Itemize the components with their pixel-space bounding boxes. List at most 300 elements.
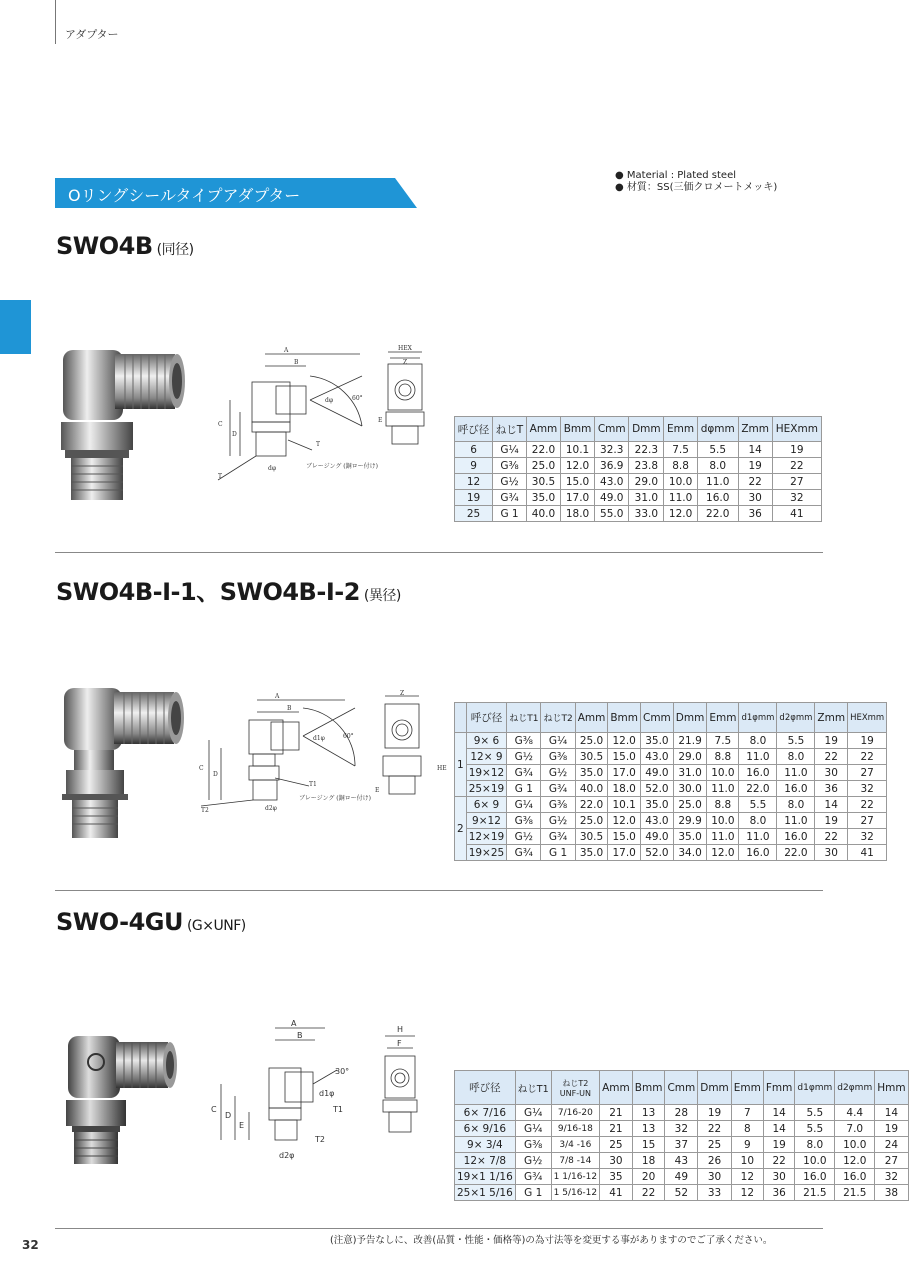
table-cell: 22: [632, 1185, 665, 1201]
table-cell: 19: [763, 1137, 795, 1153]
table-cell: 29.0: [673, 749, 707, 765]
table-cell: 8.0: [697, 458, 738, 474]
table-cell: 35.0: [575, 845, 608, 861]
header-cell: Bmm: [608, 703, 641, 733]
table-cell: 16.0: [697, 490, 738, 506]
group-label: 2: [455, 797, 467, 861]
table-cell: 19: [738, 458, 772, 474]
table-cell: G 1: [493, 506, 527, 522]
table-cell: 9/16-18: [551, 1121, 600, 1137]
table-cell: G¼: [507, 797, 541, 813]
table-cell: 36.9: [595, 458, 629, 474]
dim-t2-label: T2: [201, 807, 209, 814]
dimension-drawing-swo4b: [210, 342, 440, 482]
material-note-en: ● Material : Plated steel: [615, 170, 737, 181]
table-cell: 30.5: [575, 829, 608, 845]
title-text: SWO4B: [56, 232, 153, 260]
table-cell: 30.0: [673, 781, 707, 797]
header-cell: 呼び径: [455, 1071, 516, 1105]
material-notes: [615, 170, 777, 194]
table-cell: 30: [815, 845, 848, 861]
table-cell: 12.0: [608, 813, 641, 829]
table-cell: 41: [772, 506, 821, 522]
footnote: (注意)予告なしに、改善(品質・性能・価格等)の為寸法等を変更する事がありますのでご了承ください。: [330, 1235, 773, 1246]
dim-a-label: A: [275, 693, 280, 700]
table-cell: 7.5: [707, 733, 739, 749]
table-cell: 8.0: [795, 1137, 835, 1153]
table-cell: G½: [541, 765, 575, 781]
table-cell: G¾: [541, 829, 575, 845]
table-cell: 32: [848, 781, 887, 797]
table-cell: 25: [698, 1137, 732, 1153]
table-cell: 21.5: [835, 1185, 875, 1201]
table-cell: G⅜: [493, 458, 527, 474]
table-cell: 19×12: [466, 765, 507, 781]
table-cell: 28: [665, 1105, 698, 1121]
table-cell: 36: [738, 506, 772, 522]
table-cell: 20: [632, 1169, 665, 1185]
table-cell: 11.0: [664, 490, 698, 506]
table-cell: 19: [875, 1121, 908, 1137]
dim-d2phi-label: d2φ: [265, 805, 277, 812]
table-row: [455, 1137, 909, 1153]
table-row: [455, 1121, 909, 1137]
table-row: [455, 797, 887, 813]
page-number: 32: [22, 1238, 39, 1252]
table-cell: 31.0: [629, 490, 664, 506]
section-title-swo4b-i: [56, 572, 401, 607]
dim-d-label: D: [213, 771, 218, 778]
table-cell: G¾: [541, 781, 575, 797]
table-cell: 7.5: [664, 442, 698, 458]
table-cell: G½: [541, 813, 575, 829]
dim-d-label: D: [225, 1111, 232, 1120]
table-cell: 49.0: [641, 829, 674, 845]
header-cell: Zmm: [815, 703, 848, 733]
dim-angle-label: 30°: [335, 1067, 350, 1076]
table-cell: 8: [731, 1121, 763, 1137]
header-cell: ねじT2 UNF-UN: [551, 1071, 600, 1105]
table-cell: 11.0: [739, 829, 777, 845]
table-cell: 15: [632, 1137, 665, 1153]
table-cell: 12.0: [664, 506, 698, 522]
dim-a-label: A: [291, 1019, 297, 1028]
header-cell: Fmm: [763, 1071, 795, 1105]
header-cell: Hmm: [875, 1071, 908, 1105]
table-cell: 8.0: [777, 749, 815, 765]
table-cell: 22: [698, 1121, 732, 1137]
header-cell: Zmm: [738, 417, 772, 442]
table-cell: 3/4 -16: [551, 1137, 600, 1153]
dim-angle-label: 60°: [352, 395, 363, 402]
table-cell: 1 1/16-12: [551, 1169, 600, 1185]
table-cell: 34.0: [673, 845, 707, 861]
table-cell: 7/16-20: [551, 1105, 600, 1121]
header-cell: d2φmm: [777, 703, 815, 733]
brazing-note: ブレージング (銅ロー付け): [299, 795, 371, 802]
table-cell: G⅜: [541, 797, 575, 813]
dim-t1-label: T: [316, 441, 321, 448]
table-cell: 41: [848, 845, 887, 861]
table-cell: 33: [698, 1185, 732, 1201]
header-cell: Amm: [526, 417, 560, 442]
table-cell: 5.5: [795, 1121, 835, 1137]
table-row: [455, 765, 887, 781]
table-row: [455, 458, 822, 474]
table-cell: 32: [875, 1169, 908, 1185]
table-cell: 12: [455, 474, 493, 490]
spec-table-swo-4gu: [454, 1070, 909, 1201]
section-title-swo-4gu: [56, 908, 246, 936]
table-cell: 25×19: [466, 781, 507, 797]
table-cell: G¼: [515, 1121, 551, 1137]
table-cell: 14: [763, 1105, 795, 1121]
dim-t1-label: T1: [309, 781, 317, 788]
header-cell: ねじT1: [515, 1071, 551, 1105]
table-cell: G⅜: [507, 813, 541, 829]
dim-e-label: E: [378, 417, 383, 424]
table-cell: 22.0: [697, 506, 738, 522]
dim-c-label: C: [218, 421, 223, 428]
table-cell: 19×25: [466, 845, 507, 861]
table-cell: 11.0: [707, 781, 739, 797]
header-cell: 呼び径: [466, 703, 507, 733]
header-cell: Bmm: [561, 417, 595, 442]
table-cell: 21: [600, 1105, 633, 1121]
table-cell: 21.5: [795, 1185, 835, 1201]
table-cell: 16.0: [777, 829, 815, 845]
dim-f-label: F: [397, 1039, 402, 1048]
table-row: [455, 1105, 909, 1121]
table-cell: 52: [665, 1185, 698, 1201]
dim-hex-label: HEX: [398, 345, 412, 352]
table-cell: 32.3: [595, 442, 629, 458]
table-cell: 11.0: [707, 829, 739, 845]
table-cell: 30.5: [575, 749, 608, 765]
table-row: [455, 490, 822, 506]
table-cell: 35.0: [641, 733, 674, 749]
table-cell: 36: [763, 1185, 795, 1201]
header-cell: Emm: [731, 1071, 763, 1105]
table-cell: 49: [665, 1169, 698, 1185]
header-cell: [455, 703, 467, 733]
section-divider: [55, 552, 823, 553]
table-cell: G¾: [507, 765, 541, 781]
table-cell: 15.0: [608, 749, 641, 765]
side-index-tab: [0, 300, 31, 354]
table-cell: 10.0: [795, 1153, 835, 1169]
table-cell: 19: [698, 1105, 732, 1121]
table-cell: G 1: [515, 1185, 551, 1201]
table-cell: 12× 9: [466, 749, 507, 765]
table-cell: 25.0: [673, 797, 707, 813]
dim-t2-label: T: [218, 473, 223, 480]
table-cell: G½: [507, 829, 541, 845]
table-cell: 1 5/16-12: [551, 1185, 600, 1201]
table-cell: 16.0: [835, 1169, 875, 1185]
table-cell: 30: [815, 765, 848, 781]
header-cell: HEXmm: [848, 703, 887, 733]
title-text: SWO4B-Ⅰ-1、SWO4B-Ⅰ-2: [56, 578, 360, 606]
table-cell: 43.0: [595, 474, 629, 490]
table-cell: 8.8: [707, 797, 739, 813]
table-cell: 12.0: [608, 733, 641, 749]
dim-bphi-label: dφ: [268, 465, 277, 472]
table-cell: 10.0: [835, 1137, 875, 1153]
table-cell: 35.0: [641, 797, 674, 813]
table-cell: 9× 6: [466, 733, 507, 749]
table-cell: 43: [665, 1153, 698, 1169]
table-cell: 31.0: [673, 765, 707, 781]
table-cell: 11.0: [777, 765, 815, 781]
product-photo-swo-4gu: [62, 1026, 187, 1166]
table-cell: 40.0: [526, 506, 560, 522]
dim-z-label: Z: [403, 359, 408, 366]
section-divider: [55, 890, 823, 891]
table-cell: 10.0: [707, 813, 739, 829]
header-cell: d1φmm: [795, 1071, 835, 1105]
table-cell: G⅜: [515, 1137, 551, 1153]
dim-t1-label: T1: [333, 1105, 343, 1114]
table-cell: 11.0: [739, 749, 777, 765]
table-cell: 16.0: [739, 765, 777, 781]
header-cell: HEXmm: [772, 417, 821, 442]
table-cell: G¼: [541, 733, 575, 749]
table-cell: 29.0: [629, 474, 664, 490]
table-cell: 19: [455, 490, 493, 506]
spec-table-swo4b: [454, 416, 822, 522]
table-cell: G½: [507, 749, 541, 765]
dim-a-label: A: [284, 347, 289, 354]
table-cell: 36: [815, 781, 848, 797]
header-cell: dφmm: [697, 417, 738, 442]
table-cell: 22: [815, 829, 848, 845]
table-cell: 10.0: [664, 474, 698, 490]
dimension-drawing-swo-4gu: [205, 1016, 435, 1166]
table-cell: 5.5: [777, 733, 815, 749]
header-cell: Cmm: [665, 1071, 698, 1105]
table-cell: 19×1 1/16: [455, 1169, 516, 1185]
header-cell: Amm: [575, 703, 608, 733]
table-cell: 6: [455, 442, 493, 458]
table-cell: 17.0: [608, 765, 641, 781]
table-cell: 22: [763, 1153, 795, 1169]
table-cell: 8.0: [739, 733, 777, 749]
table-cell: 7.0: [835, 1121, 875, 1137]
table-cell: 22.0: [575, 797, 608, 813]
table-cell: 30: [698, 1169, 732, 1185]
footer-divider: [55, 1228, 823, 1229]
table-cell: 9× 3/4: [455, 1137, 516, 1153]
table-row: [455, 1169, 909, 1185]
table-cell: G 1: [541, 845, 575, 861]
table-row: [455, 813, 887, 829]
table-cell: 22: [848, 797, 887, 813]
header-cell: Dmm: [673, 703, 707, 733]
header-cell: Cmm: [641, 703, 674, 733]
table-cell: 32: [772, 490, 821, 506]
title-subtitle: (同径): [156, 242, 194, 258]
dim-d-label: D: [232, 431, 237, 438]
dim-angle-label: 60°: [343, 733, 354, 740]
brazing-note: ブレージング (銅ロー付け): [306, 463, 378, 470]
header-cell: 呼び径: [455, 417, 493, 442]
table-cell: 5.5: [795, 1105, 835, 1121]
table-cell: 13: [632, 1105, 665, 1121]
table-cell: G¾: [515, 1169, 551, 1185]
dim-d1phi-label: d1φ: [319, 1089, 335, 1098]
table-cell: 30: [763, 1169, 795, 1185]
table-cell: 24: [875, 1137, 908, 1153]
table-cell: 25.0: [575, 813, 608, 829]
table-cell: 14: [815, 797, 848, 813]
table-cell: 40.0: [575, 781, 608, 797]
header-cell: Dmm: [629, 417, 664, 442]
table-cell: 22: [772, 458, 821, 474]
table-cell: 27: [848, 765, 887, 781]
table-cell: 10: [731, 1153, 763, 1169]
table-cell: 27: [848, 813, 887, 829]
dim-c-label: C: [211, 1105, 217, 1114]
table-cell: 41: [600, 1185, 633, 1201]
table-cell: 13: [632, 1121, 665, 1137]
table-cell: 49.0: [641, 765, 674, 781]
header-cell: Bmm: [632, 1071, 665, 1105]
product-photo-swo4b-i: [58, 684, 188, 844]
table-cell: 8.0: [739, 813, 777, 829]
table-cell: 22: [848, 749, 887, 765]
table-cell: 35: [600, 1169, 633, 1185]
dim-e-label: E: [375, 787, 380, 794]
header-category: アダプター: [65, 28, 119, 41]
header-cell: ねじT2: [541, 703, 575, 733]
table-cell: 17.0: [561, 490, 595, 506]
table-cell: 6× 9: [466, 797, 507, 813]
header-rule: [55, 0, 56, 44]
table-cell: 25.0: [526, 458, 560, 474]
dim-d2phi-label: d2φ: [279, 1151, 295, 1160]
table-cell: G 1: [507, 781, 541, 797]
table-cell: 30.5: [526, 474, 560, 490]
dim-b-label: B: [287, 705, 292, 712]
header-cell: Cmm: [595, 417, 629, 442]
header-cell: ねじT1: [507, 703, 541, 733]
dimension-drawing-swo4b-i: [195, 690, 453, 820]
table-cell: 14: [763, 1121, 795, 1137]
table-cell: 6× 7/16: [455, 1105, 516, 1121]
table-cell: 9: [455, 458, 493, 474]
table-cell: 8.0: [777, 797, 815, 813]
table-cell: 10.0: [707, 765, 739, 781]
table-cell: 52.0: [641, 845, 674, 861]
table-cell: 18.0: [561, 506, 595, 522]
table-cell: 19: [815, 733, 848, 749]
table-cell: 21: [600, 1121, 633, 1137]
table-cell: 22.0: [526, 442, 560, 458]
table-cell: 25×1 5/16: [455, 1185, 516, 1201]
table-cell: 9: [731, 1137, 763, 1153]
table-row: [455, 845, 887, 861]
table-cell: 35.0: [673, 829, 707, 845]
table-row: [455, 1185, 909, 1201]
table-cell: G½: [515, 1153, 551, 1169]
header-cell: d1φmm: [739, 703, 777, 733]
group-label: 1: [455, 733, 467, 797]
table-cell: 16.0: [795, 1169, 835, 1185]
table-cell: 35.0: [575, 765, 608, 781]
table-cell: 10.1: [608, 797, 641, 813]
table-cell: 8.8: [707, 749, 739, 765]
table-row: [455, 1153, 909, 1169]
table-cell: 14: [875, 1105, 908, 1121]
table-cell: 30: [738, 490, 772, 506]
table-cell: G¾: [493, 490, 527, 506]
table-row: [455, 506, 822, 522]
table-cell: 10.1: [561, 442, 595, 458]
table-cell: 25: [600, 1137, 633, 1153]
table-cell: 26: [698, 1153, 732, 1169]
table-cell: 12× 7/8: [455, 1153, 516, 1169]
table-cell: G¼: [515, 1105, 551, 1121]
table-cell: 32: [665, 1121, 698, 1137]
table-cell: 6× 9/16: [455, 1121, 516, 1137]
table-cell: 11.0: [697, 474, 738, 490]
header-cell: Amm: [600, 1071, 633, 1105]
section-title-swo4b: [56, 232, 194, 260]
table-cell: 12: [731, 1169, 763, 1185]
dim-t2-label: T2: [315, 1135, 325, 1144]
header-cell: Dmm: [698, 1071, 732, 1105]
dim-d1phi-label: d1φ: [313, 735, 325, 742]
table-cell: 18: [632, 1153, 665, 1169]
table-cell: 5.5: [739, 797, 777, 813]
table-cell: 37: [665, 1137, 698, 1153]
table-cell: 4.4: [835, 1105, 875, 1121]
dim-z-label: Z: [400, 690, 405, 697]
dim-he-label: HE: [437, 765, 447, 772]
header-cell: d2φmm: [835, 1071, 875, 1105]
table-row: [455, 829, 887, 845]
table-cell: 7/8 -14: [551, 1153, 600, 1169]
table-cell: 12: [731, 1185, 763, 1201]
table-cell: 33.0: [629, 506, 664, 522]
table-cell: 8.8: [664, 458, 698, 474]
title-subtitle: (G×UNF): [186, 918, 246, 934]
table-cell: 55.0: [595, 506, 629, 522]
title-text: SWO-4GU: [56, 908, 183, 936]
table-cell: 22: [815, 749, 848, 765]
material-note-jp: ● 材質：SS(三価クロメートメッキ): [615, 182, 778, 193]
table-cell: 9×12: [466, 813, 507, 829]
header-cell: ねじT: [493, 417, 527, 442]
table-row: [455, 781, 887, 797]
dim-b-label: B: [297, 1031, 303, 1040]
table-cell: 22: [738, 474, 772, 490]
spec-table-swo4b-i: [454, 702, 887, 861]
table-cell: 30: [600, 1153, 633, 1169]
table-cell: G⅜: [507, 733, 541, 749]
dim-dphi-label: dφ: [325, 397, 334, 404]
table-row: [455, 442, 822, 458]
table-cell: 15.0: [561, 474, 595, 490]
header-cell: Emm: [707, 703, 739, 733]
table-cell: G¾: [507, 845, 541, 861]
table-cell: G¼: [493, 442, 527, 458]
table-header-row: [455, 1071, 909, 1105]
table-cell: 19: [772, 442, 821, 458]
table-cell: 52.0: [641, 781, 674, 797]
table-cell: 12.0: [835, 1153, 875, 1169]
